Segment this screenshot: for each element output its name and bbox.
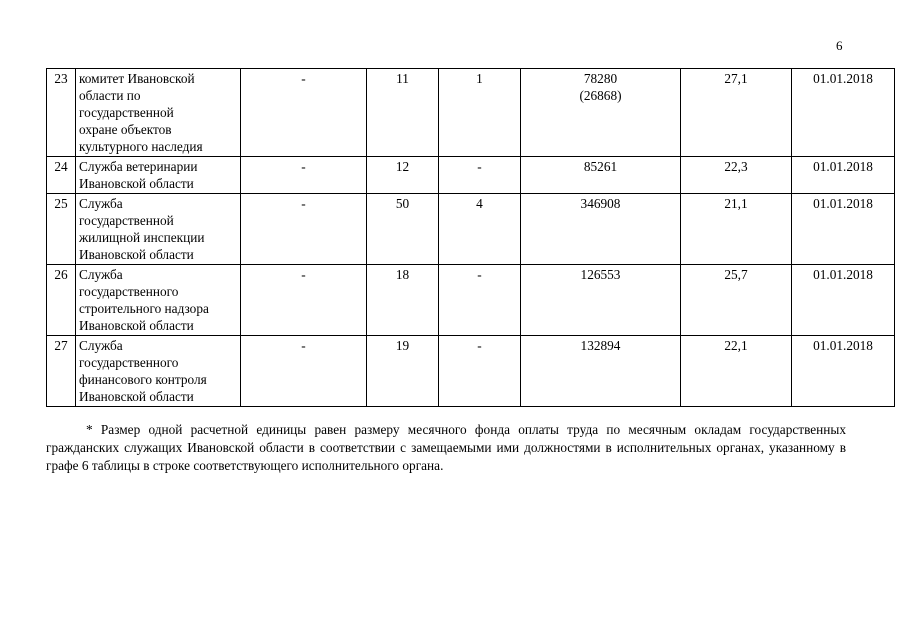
cell-col6: 132894 — [521, 336, 681, 407]
cell-col8: 01.01.2018 — [792, 265, 895, 336]
cell-col7: 22,1 — [681, 336, 792, 407]
cell-col5: - — [439, 265, 521, 336]
cell-col5: 4 — [439, 194, 521, 265]
cell-col7: 25,7 — [681, 265, 792, 336]
row-number: 23 — [47, 69, 76, 157]
row-number: 24 — [47, 157, 76, 194]
cell-col5: 1 — [439, 69, 521, 157]
cell-col7: 21,1 — [681, 194, 792, 265]
cell-col4: 50 — [367, 194, 439, 265]
table-row — [47, 336, 895, 407]
row-number: 26 — [47, 265, 76, 336]
cell-col8: 01.01.2018 — [792, 69, 895, 157]
cell-col6: 85261 — [521, 157, 681, 194]
row-number: 27 — [47, 336, 76, 407]
cell-col3: - — [241, 69, 367, 157]
table-row — [47, 265, 895, 336]
page-number: 6 — [836, 38, 843, 53]
cell-col7: 27,1 — [681, 69, 792, 157]
cell-col7: 22,3 — [681, 157, 792, 194]
agency-name: комитет Ивановской области по государственной охране объектов культурного наследия — [76, 69, 241, 157]
cell-col6: 346908 — [521, 194, 681, 265]
cell-col8: 01.01.2018 — [792, 157, 895, 194]
cell-col4: 11 — [367, 69, 439, 157]
cell-col3: - — [241, 336, 367, 407]
table-row — [47, 157, 895, 194]
table-row — [47, 69, 895, 157]
cell-col5: - — [439, 157, 521, 194]
row-number: 25 — [47, 194, 76, 265]
cell-col8: 01.01.2018 — [792, 194, 895, 265]
cell-col4: 18 — [367, 265, 439, 336]
cell-col4: 19 — [367, 336, 439, 407]
cell-col8: 01.01.2018 — [792, 336, 895, 407]
cell-col6: 126553 — [521, 265, 681, 336]
agency-name: Служба государственной жилищной инспекции Ивановской области — [76, 194, 241, 265]
cell-col3: - — [241, 194, 367, 265]
cell-col6: 78280 (26868) — [521, 69, 681, 157]
agency-name: Служба государственного финансового контроля Ивановской области — [76, 336, 241, 407]
agency-name: Служба ветеринарии Ивановской области — [76, 157, 241, 194]
cell-col4: 12 — [367, 157, 439, 194]
footnote: * Размер одной расчетной единицы равен размеру месячного фонда оплаты труда по месячным окладам государственных гражданских служащих Ивановской области в соответствии с замещаемыми ими должностями в исполнительных органах, указанному в графе 6 таблицы в строке соответствующего исполнительного органа. — [46, 422, 846, 473]
cell-col3: - — [241, 157, 367, 194]
cell-col3: - — [241, 265, 367, 336]
cell-col5: - — [439, 336, 521, 407]
agency-name: Служба государственного строительного надзора Ивановской области — [76, 265, 241, 336]
data-table — [46, 68, 895, 407]
table-row — [47, 194, 895, 265]
